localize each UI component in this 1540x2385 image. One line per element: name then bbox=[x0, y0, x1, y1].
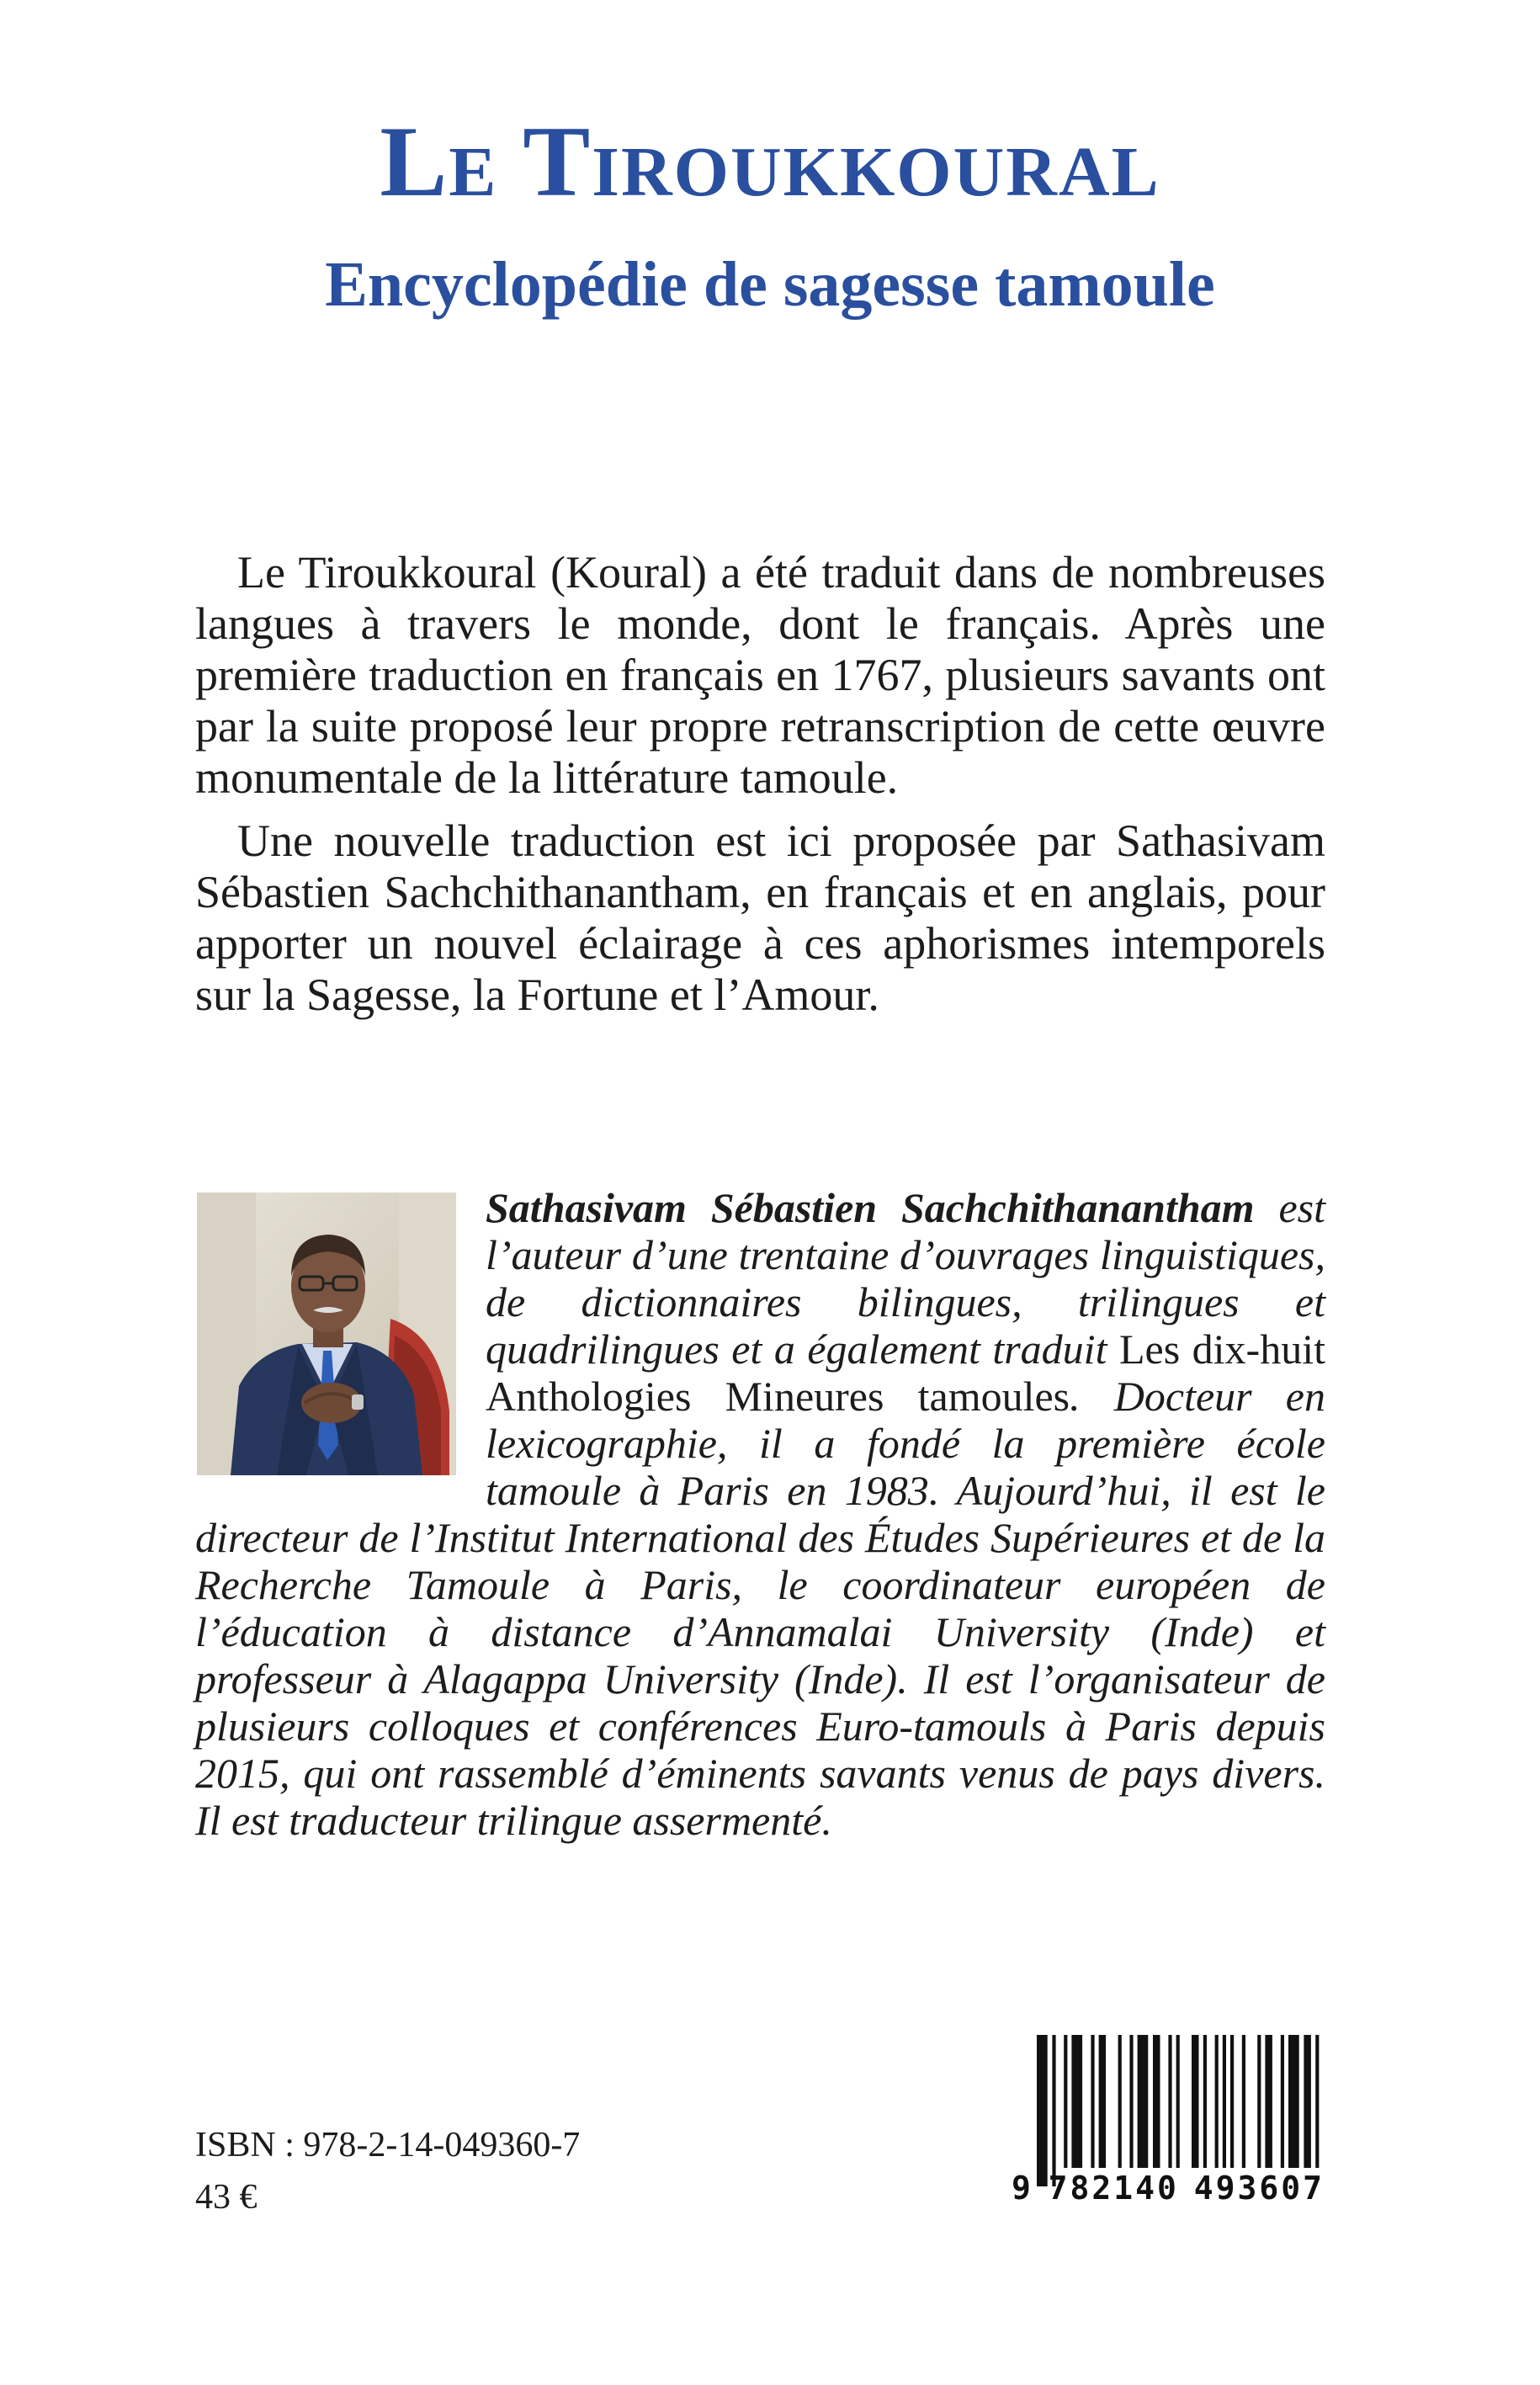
price: 43 € bbox=[195, 2178, 258, 2217]
barcode-bar bbox=[1153, 2035, 1160, 2168]
barcode-bar bbox=[1304, 2035, 1311, 2168]
barcode-bar bbox=[1315, 2035, 1319, 2168]
barcode-bar bbox=[1118, 2035, 1122, 2168]
barcode-left-digits: 782140 bbox=[1048, 2170, 1179, 2207]
author-bio-part-2: . Docteur en lexicographie, il a fondé la première école tamoule à Paris en 1983. Aujourd’hui, il est le directeur de l’Institut International des Études Supérieures et de la Recherche Tamoule à Paris, le coordinateur européen de l’éducation à distance d’Annamalai University (Inde) et professeur à Alagappa University (Inde). Il est l’organisateur de plusieurs colloques et conférences Euro-tamouls à Paris depuis 2015, qui ont rassemblé d’éminents savants venus de pays divers. Il est traducteur trilingue assermenté. bbox=[195, 1373, 1325, 1844]
barcode-bar bbox=[1037, 2035, 1048, 2186]
barcode-bar bbox=[1129, 2035, 1133, 2168]
barcode-bar bbox=[1071, 2035, 1082, 2168]
barcode-bar bbox=[1192, 2035, 1199, 2168]
barcode-lead-digit: 9 bbox=[1012, 2170, 1033, 2207]
barcode-bar bbox=[1223, 2035, 1226, 2168]
barcode-right-digits: 493607 bbox=[1193, 2170, 1325, 2207]
author-photo bbox=[197, 1192, 456, 1475]
barcode-bar bbox=[1091, 2035, 1094, 2168]
book-title: Le Tiroukkoural bbox=[380, 105, 1160, 217]
blurb-paragraph-1: Le Tiroukkoural (Koural) a été traduit dans de nombreuses langues à travers le monde, dont le français. Après une première traduction en français en 1767, plusieurs savants ont par la suite proposé leur propre retranscription de cette œuvre monumentale de la littérature tamoule. bbox=[195, 547, 1325, 803]
barcode-bar bbox=[1215, 2035, 1219, 2168]
barcode-bar bbox=[1052, 2035, 1055, 2186]
barcode-bar bbox=[1288, 2035, 1299, 2168]
barcode-bar bbox=[1064, 2035, 1067, 2168]
blurb bbox=[195, 547, 1325, 1033]
barcode-bar bbox=[1099, 2035, 1107, 2168]
barcode-bar bbox=[1168, 2035, 1171, 2168]
barcode-bar bbox=[1138, 2035, 1149, 2168]
author-name: Sathasivam Sébastien Sachchithanantham bbox=[486, 1184, 1255, 1231]
blurb-paragraph-2: Une nouvelle traduction est ici proposée par Sathasivam Sébastien Sachchithanantham, en français et en anglais, pour apporter un nouvel éclairage à ces aphorismes intemporels sur la Sagesse, la Fortune et l’Amour. bbox=[195, 815, 1325, 1020]
barcode-bar bbox=[1242, 2035, 1245, 2168]
translated-book-title: Les dix-huit Anthologies Mineures tamoules bbox=[486, 1325, 1325, 1420]
barcode-bar bbox=[1230, 2035, 1234, 2168]
author-bio-part-1: est l’auteur d’une trentaine d’ouvrages linguistiques, de dictionnaires bilingues, trilingues et quadrilingues et a également traduit bbox=[486, 1184, 1325, 1373]
barcode-bar bbox=[1257, 2035, 1261, 2168]
book-subtitle: Encyclopédie de sagesse tamoule bbox=[325, 249, 1215, 320]
barcode-digits bbox=[1012, 2170, 1325, 2207]
barcode-bar bbox=[1203, 2035, 1207, 2168]
barcode-bar bbox=[1281, 2035, 1284, 2168]
barcode-bar bbox=[1265, 2035, 1272, 2168]
isbn: ISBN : 978-2-14-049360-7 bbox=[195, 2126, 581, 2165]
author-portrait-photo bbox=[197, 1192, 456, 1475]
barcode-bar bbox=[1176, 2035, 1180, 2168]
